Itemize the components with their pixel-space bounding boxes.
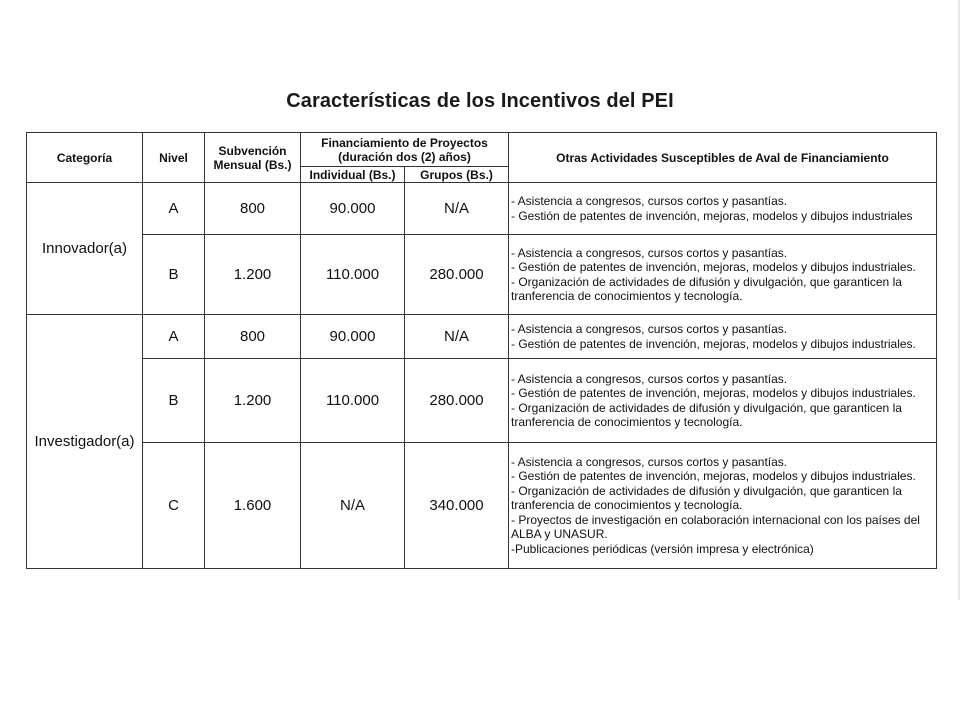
table-header-row [27, 133, 937, 167]
page-title: Características de los Incentivos del PEI [286, 90, 674, 112]
activity-item: - Gestión de patentes de invención, mejoras, modelos y dibujos industriales [511, 208, 913, 223]
grupos-cell: N/A [405, 183, 509, 235]
activity-item: - Asistencia a congresos, cursos cortos y pasantías. [511, 371, 788, 386]
otras-cell [509, 183, 937, 235]
activity-item: - Organización de actividades de difusión y divulgación, que garanticen la tranferencia de conocimientos y tecnología. [511, 274, 902, 303]
individual-cell: 90.000 [301, 183, 405, 235]
header-categoria: Categoría [27, 133, 143, 183]
header-financiamiento: Financiamiento de Proyectos (duración dos (2) años) [301, 133, 509, 167]
header-otras: Otras Actividades Susceptibles de Aval de Financiamiento [509, 133, 937, 183]
subvencion-cell: 800 [205, 183, 301, 235]
otras-cell [509, 315, 937, 359]
incentives-table [26, 132, 937, 569]
category-investigador: Investigador(a) [27, 315, 143, 569]
header-individual: Individual (Bs.) [301, 167, 405, 183]
activity-item: - Asistencia a congresos, cursos cortos y pasantías. [511, 194, 788, 208]
activity-item: - Proyectos de investigación en colaboración internacional con los países del ALBA y UNASUR. [511, 512, 920, 542]
grupos-cell: 340.000 [405, 443, 509, 569]
activity-item: -Publicaciones periódicas (versión impresa y electrónica) [511, 541, 814, 556]
otras-cell [509, 235, 937, 315]
header-subvencion: Subvención Mensual (Bs.) [205, 133, 301, 183]
category-innovador: Innovador(a) [27, 183, 143, 315]
subvencion-cell: 1.200 [205, 359, 301, 443]
grupos-cell: 280.000 [405, 235, 509, 315]
nivel-cell: B [143, 359, 205, 443]
table-row [27, 443, 937, 569]
nivel-cell: B [143, 235, 205, 315]
grupos-cell: 280.000 [405, 359, 509, 443]
nivel-cell: C [143, 443, 205, 569]
activity-item: - Asistencia a congresos, cursos cortos y pasantías. [511, 245, 788, 260]
otras-cell [509, 443, 937, 569]
activity-item: - Organización de actividades de difusión y divulgación, que garanticen la tranferencia de conocimientos y tecnología. [511, 400, 902, 429]
header-nivel: Nivel [143, 133, 205, 183]
individual-cell: N/A [301, 443, 405, 569]
individual-cell: 90.000 [301, 315, 405, 359]
activity-item: - Gestión de patentes de invención, mejoras, modelos y dibujos industriales. [511, 336, 916, 351]
table-row [27, 235, 937, 315]
nivel-cell: A [143, 315, 205, 359]
table-row [27, 359, 937, 443]
activity-item: - Gestión de patentes de invención, mejoras, modelos y dibujos industriales. [511, 469, 916, 484]
table-row [27, 315, 937, 359]
individual-cell: 110.000 [301, 359, 405, 443]
subvencion-cell: 1.200 [205, 235, 301, 315]
activity-item: - Gestión de patentes de invención, mejoras, modelos y dibujos industriales. [511, 260, 916, 274]
otras-cell [509, 359, 937, 443]
activity-item: - Organización de actividades de difusión y divulgación, que garanticen la tranferencia de conocimientos y tecnología. [511, 483, 902, 513]
header-grupos: Grupos (Bs.) [405, 167, 509, 183]
nivel-cell: A [143, 183, 205, 235]
individual-cell: 110.000 [301, 235, 405, 315]
subvencion-cell: 1.600 [205, 443, 301, 569]
activity-item: - Asistencia a congresos, cursos cortos y pasantías. [511, 322, 788, 336]
activity-item: - Gestión de patentes de invención, mejoras, modelos y dibujos industriales. [511, 386, 916, 400]
activity-item: - Asistencia a congresos, cursos cortos y pasantías. [511, 454, 788, 469]
grupos-cell: N/A [405, 315, 509, 359]
subvencion-cell: 800 [205, 315, 301, 359]
table-row [27, 183, 937, 235]
